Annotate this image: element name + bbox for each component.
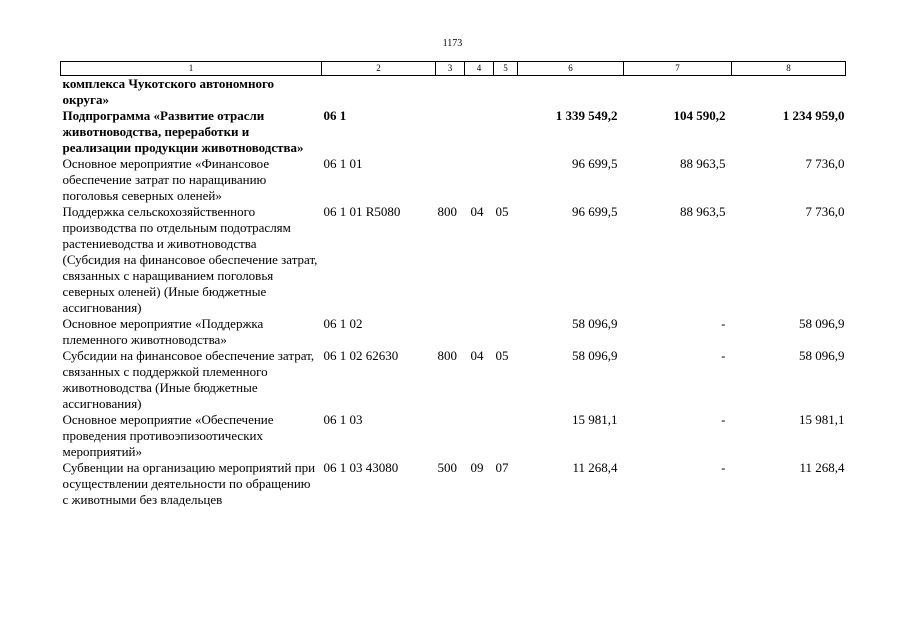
section-cell: 04 xyxy=(470,204,484,219)
row-name-cell: Основное мероприятие «Поддержка племенного животноводства» xyxy=(62,316,264,347)
row-name-cell: Субсидии на финансовое обеспечение затрат, связанных с поддержкой племенного животноводства (Иные бюджетные ассигнования) xyxy=(62,348,315,411)
column-header: 6 xyxy=(518,62,624,76)
column-header: 1 xyxy=(61,62,322,76)
subsection-cell xyxy=(494,156,518,204)
total-amount-cell: 15 981,1 xyxy=(572,412,618,427)
federal-budget-cell: 88 963,5 xyxy=(680,204,726,219)
subsection-cell xyxy=(494,76,518,109)
expense-type-cell xyxy=(436,76,465,109)
total-amount-cell: 58 096,9 xyxy=(572,316,618,331)
expense-type-cell: 800 xyxy=(437,204,457,219)
expense-type-cell xyxy=(436,156,465,204)
section-cell xyxy=(465,108,494,156)
total-amount-cell: 11 268,4 xyxy=(572,460,618,475)
federal-budget-cell: 104 590,2 xyxy=(673,108,726,123)
federal-budget-cell: - xyxy=(721,412,726,427)
total-amount-cell xyxy=(518,76,624,109)
table-header xyxy=(61,62,846,76)
regional-budget-cell: 58 096,9 xyxy=(799,316,845,331)
table-row xyxy=(61,348,846,412)
regional-budget-cell xyxy=(732,76,846,109)
target-article-cell xyxy=(322,76,436,109)
column-number-row xyxy=(61,62,846,76)
target-article-cell: 06 1 02 62630 xyxy=(323,348,399,363)
federal-budget-cell: - xyxy=(721,316,726,331)
table-row xyxy=(61,412,846,460)
section-cell xyxy=(465,316,494,348)
regional-budget-cell: 15 981,1 xyxy=(799,412,845,427)
subsection-cell: 05 xyxy=(495,204,509,219)
section-cell xyxy=(465,412,494,460)
subsection-cell xyxy=(494,316,518,348)
section-cell xyxy=(465,76,494,109)
total-amount-cell: 58 096,9 xyxy=(572,348,618,363)
row-name-cell: Основное мероприятие «Финансовое обеспечение затрат по наращиванию поголовья северных оленей» xyxy=(62,156,270,203)
regional-budget-cell: 58 096,9 xyxy=(799,348,845,363)
regional-budget-cell: 11 268,4 xyxy=(799,460,845,475)
regional-budget-cell: 7 736,0 xyxy=(805,204,845,219)
target-article-cell: 06 1 xyxy=(323,108,347,123)
table-row xyxy=(61,204,846,316)
federal-budget-cell xyxy=(624,76,732,109)
table-row xyxy=(61,460,846,508)
total-amount-cell: 96 699,5 xyxy=(572,156,618,171)
total-amount-cell: 1 339 549,2 xyxy=(555,108,618,123)
expense-type-cell: 800 xyxy=(437,348,457,363)
subsection-cell: 07 xyxy=(495,460,509,475)
row-name-cell: Субвенции на организацию мероприятий при осуществлении деятельности по обращению с животными без владельцев xyxy=(62,460,316,507)
section-cell: 09 xyxy=(470,460,484,475)
row-name-cell: Основное мероприятие «Обеспечение проведения противоэпизоотических мероприятий» xyxy=(62,412,274,459)
expense-type-cell xyxy=(436,316,465,348)
subsection-cell xyxy=(494,412,518,460)
expense-type-cell: 500 xyxy=(437,460,457,475)
row-name-cell: Поддержка сельскохозяйственного производства по отдельным подотраслям растениеводства и животноводства (Субсидия на финансовое обеспечение затрат, связанных с наращиванием поголовья северных оленей) (Иные бюджетные ассигнования) xyxy=(62,204,318,315)
row-name-cell: комплекса Чукотского автономного округа» xyxy=(62,76,275,107)
federal-budget-cell: - xyxy=(721,348,726,363)
expense-type-cell xyxy=(436,412,465,460)
regional-budget-cell: 1 234 959,0 xyxy=(782,108,845,123)
regional-budget-cell: 7 736,0 xyxy=(805,156,845,171)
target-article-cell: 06 1 01 xyxy=(323,156,363,171)
federal-budget-cell: 88 963,5 xyxy=(680,156,726,171)
column-header: 5 xyxy=(494,62,518,76)
section-cell: 04 xyxy=(470,348,484,363)
section-cell xyxy=(465,156,494,204)
target-article-cell: 06 1 03 xyxy=(323,412,363,427)
budget-table xyxy=(60,61,846,508)
expense-type-cell xyxy=(436,108,465,156)
target-article-cell: 06 1 03 43080 xyxy=(323,460,399,475)
table-row xyxy=(61,76,846,109)
column-header: 7 xyxy=(624,62,732,76)
column-header: 2 xyxy=(322,62,436,76)
table-body xyxy=(61,76,846,509)
page-number: 1173 xyxy=(442,38,463,49)
subsection-cell: 05 xyxy=(495,348,509,363)
target-article-cell: 06 1 01 R5080 xyxy=(323,204,401,219)
federal-budget-cell: - xyxy=(721,460,726,475)
column-header: 3 xyxy=(436,62,465,76)
row-name-cell: Подпрограмма «Развитие отрасли животноводства, переработки и реализации продукции животноводства» xyxy=(62,108,304,155)
table-row xyxy=(61,316,846,348)
subsection-cell xyxy=(494,108,518,156)
total-amount-cell: 96 699,5 xyxy=(572,204,618,219)
target-article-cell: 06 1 02 xyxy=(323,316,363,331)
table-row xyxy=(61,108,846,156)
table-row xyxy=(61,156,846,204)
column-header: 8 xyxy=(732,62,846,76)
column-header: 4 xyxy=(465,62,494,76)
